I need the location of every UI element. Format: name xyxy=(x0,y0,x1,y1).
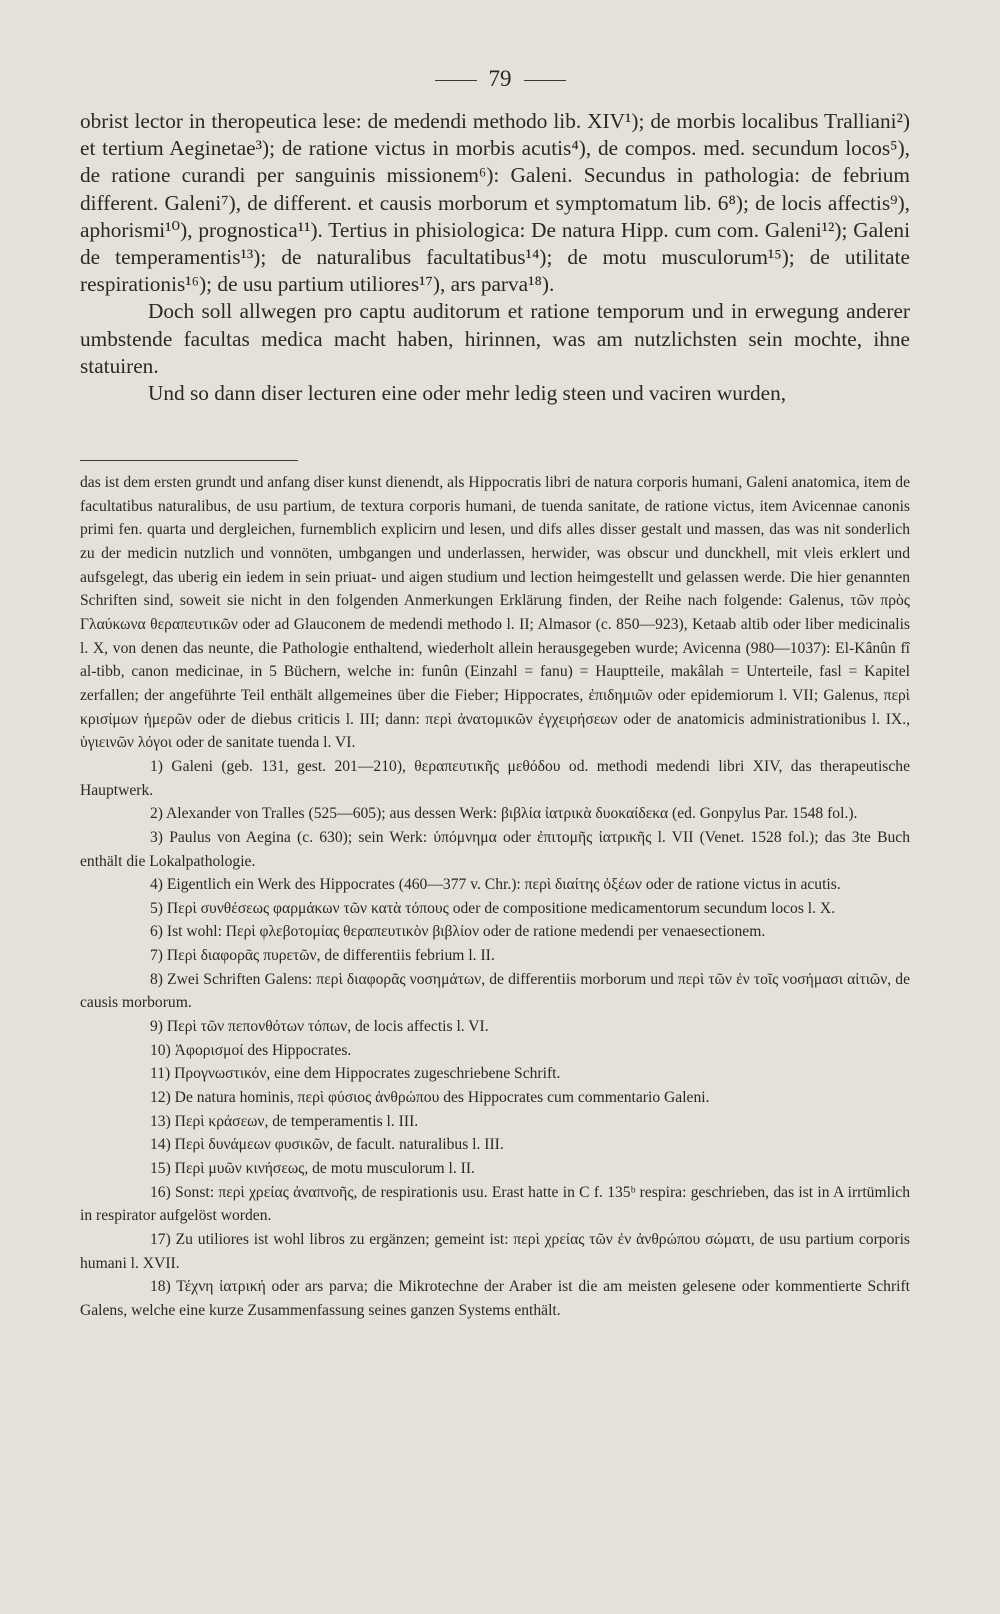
footnote-5: 5) Περὶ συνθέσεως φαρμάκων τῶν κατὰ τόπους oder de compositione medicamentorum secundum locos l. X. xyxy=(150,899,836,917)
footnote-7: 7) Περὶ διαφορᾶς πυρετῶν, de differentiis febrium l. II. xyxy=(150,947,495,965)
main-paragraph: Doch soll allwegen pro captu auditorum et ratione temporum und in erwegung anderer umbstende facultas medica macht haben, hirinnen, was am nutzlichsten sein mochte, ihne statuiren. xyxy=(80,299,910,378)
left-dash xyxy=(435,80,477,81)
footnote-3: 3) Paulus von Aegina (c. 630); sein Werk: ὑπόμνημα oder ἐπιτομῆς ἰατρικῆς l. VII (Venet. 1528 fol.); das 3te Buch enthält die Lokalpathologie. xyxy=(80,828,910,870)
main-paragraph: obrist lector in theropeutica lese: de medendi methodo lib. XIV¹); de morbis localibus Tralliani²) et tertium Aeginetae³); de ratione victus in morbis acutis⁴), de compos. med. secundum locos⁵), de ratione curandi per sanguinis missionem⁶): Galeni. Secundus in pathologia: de febrium different. Galeni⁷), de different. et causis morborum et symptomatum lib. 6⁸); de locis affectis⁹), aphorismi¹⁰), prognostica¹¹). Tertius in phisiologica: De natura Hipp. cum com. Galeni¹²); Galeni de temperamentis¹³); de naturalibus facultatibus¹⁴); de motu musculorum¹⁵); de utilitate respirationis¹⁶); de usu partium utiliores¹⁷), ars parva¹⁸). xyxy=(80,109,910,297)
page-number xyxy=(0,66,1000,92)
footnote-17: 17) Zu utiliores ist wohl libros zu ergänzen; gemeint ist: περὶ χρείας τῶν ἐν ἀνθρώπου σώματι, de usu partium corporis humani l. XVII. xyxy=(80,1231,910,1272)
footnote-8: 8) Zwei Schriften Galens: περὶ διαφορᾶς νοσημάτων, de differentiis morborum und περὶ τῶν ἐν τοῖς νοσήμασι αἰτιῶν, de causis morborum. xyxy=(80,970,910,1012)
footnote-9: 9) Περὶ τῶν πεπονθότων τόπων, de locis affectis l. VI. xyxy=(150,1018,489,1036)
footnote-intro: das ist dem ersten grundt und anfang diser kunst dienendt, als Hippocratis libri de natura corporis humani, Galeni anatomica, item de facultatibus naturalibus, de usu partium, de textura corporis humani, de tuenda sanitate, de ratione victus, item Avicennae canonis primi fen. quarta und dergleichen, furnemblich explicirn und lesen, und difs alles disser gestalt und massen, das was nit sonderlich zu der medicin nutzlich und vonnöten, umbgangen und underlassen, herwider, was obscur und dunckhell, mit vleis erklert und aufsgelegt, das uberig ein iedem in sein priuat- und aigen studium und lection heimgestellt und gelassen werde. Die hier genannten Schriften sind, soweit sie nicht in den folgenden Anmerkungen Erklärung finden, der Reihe nach folgende: Galenus, τῶν πρὸς Γλαύκωνα θεραπευτικῶν oder ad Glauconem de medendi methodo l. II; Almasor (c. 850—923), Ketaab altib oder liber medicinalis l. X, von denen das neunte, die Pathologie enthaltend, wiederholt allein herausgegeben wurde; Avicenna (980—1037): El-Kânûn fî al-tibb, canon medicinae, in 5 Büchern, welche in: funûn (Einzahl = fanu) = Hauptteile, makâlah = Unterteile, fasl = Kapitel zerfallen; der angeführte Teil enthält allgemeines über die Fieber; Hippocrates, ἐπιδημιῶν oder epidemiorum l. VII; Galenus, περὶ κρισίμων ἡμερῶν oder de diebus criticis l. III; dann: περὶ ἀνατομικῶν ἐγχειρήσεων oder de anatomicis administrationibus l. IX., ὑγιεινῶν λόγοι oder de sanitate tuenda l. VI. xyxy=(80,474,910,752)
footnote-14: 14) Περὶ δυνάμεων φυσικῶν, de facult. naturalibus l. III. xyxy=(150,1136,504,1154)
footnote-4: 4) Eigentlich ein Werk des Hippocrates (460—377 v. Chr.): περὶ διαίτης ὀξέων oder de ratione victus in acutis. xyxy=(150,876,841,894)
footnote-separator xyxy=(80,460,298,461)
main-paragraph: Und so dann diser lecturen eine oder mehr ledig steen und vaciren wurden, xyxy=(148,381,787,406)
right-dash xyxy=(524,80,566,81)
footnote-11: 11) Προγνωστικόν, eine dem Hippocrates zugeschriebene Schrift. xyxy=(150,1065,561,1083)
footnote-13: 13) Περὶ κράσεων, de temperamentis l. III. xyxy=(150,1112,419,1130)
footnote-16: 16) Sonst: περὶ χρείας ἀναπνοῆς, de respirationis usu. Erast hatte in C f. 135ᵇ respira: geschrieben, das ist in A irrtümlich in respirator aufgelöst worden. xyxy=(80,1183,910,1225)
footnote-12: 12) De natura hominis, περὶ φύσιος ἀνθρώπου des Hippocrates cum commentario Galeni. xyxy=(150,1089,710,1107)
footnote-18: 18) Τέχνη ἰατρική oder ars parva; die Mikrotechne der Araber ist die am meisten gelesene oder kommentierte Schrift Galens, welche eine kurze Zusammenfassung seines ganzen Systems enthält. xyxy=(80,1278,910,1319)
footnote-15: 15) Περὶ μυῶν κινήσεως, de motu musculorum l. II. xyxy=(150,1160,475,1178)
footnote-6: 6) Ist wohl: Περὶ φλεβοτομίας θεραπευτικὸν βιβλίον oder de ratione medendi per venaesectionem. xyxy=(150,923,766,941)
footnotes-section xyxy=(80,471,910,1323)
footnote-10: 10) Ἀφορισμοί des Hippocrates. xyxy=(150,1041,352,1059)
footnote-2: 2) Alexander von Tralles (525—605); aus dessen Werk: βιβλία ἰατρικὰ δυοκαίδεκα (ed. Gonpylus Par. 1548 fol.). xyxy=(150,805,858,823)
main-text xyxy=(80,108,910,407)
footnote-1: 1) Galeni (geb. 131, gest. 201—210), θεραπευτικῆς μεθόδου od. methodi medendi libri XIV, das therapeutische Hauptwerk. xyxy=(80,757,910,799)
page-number-text: 79 xyxy=(488,66,512,91)
